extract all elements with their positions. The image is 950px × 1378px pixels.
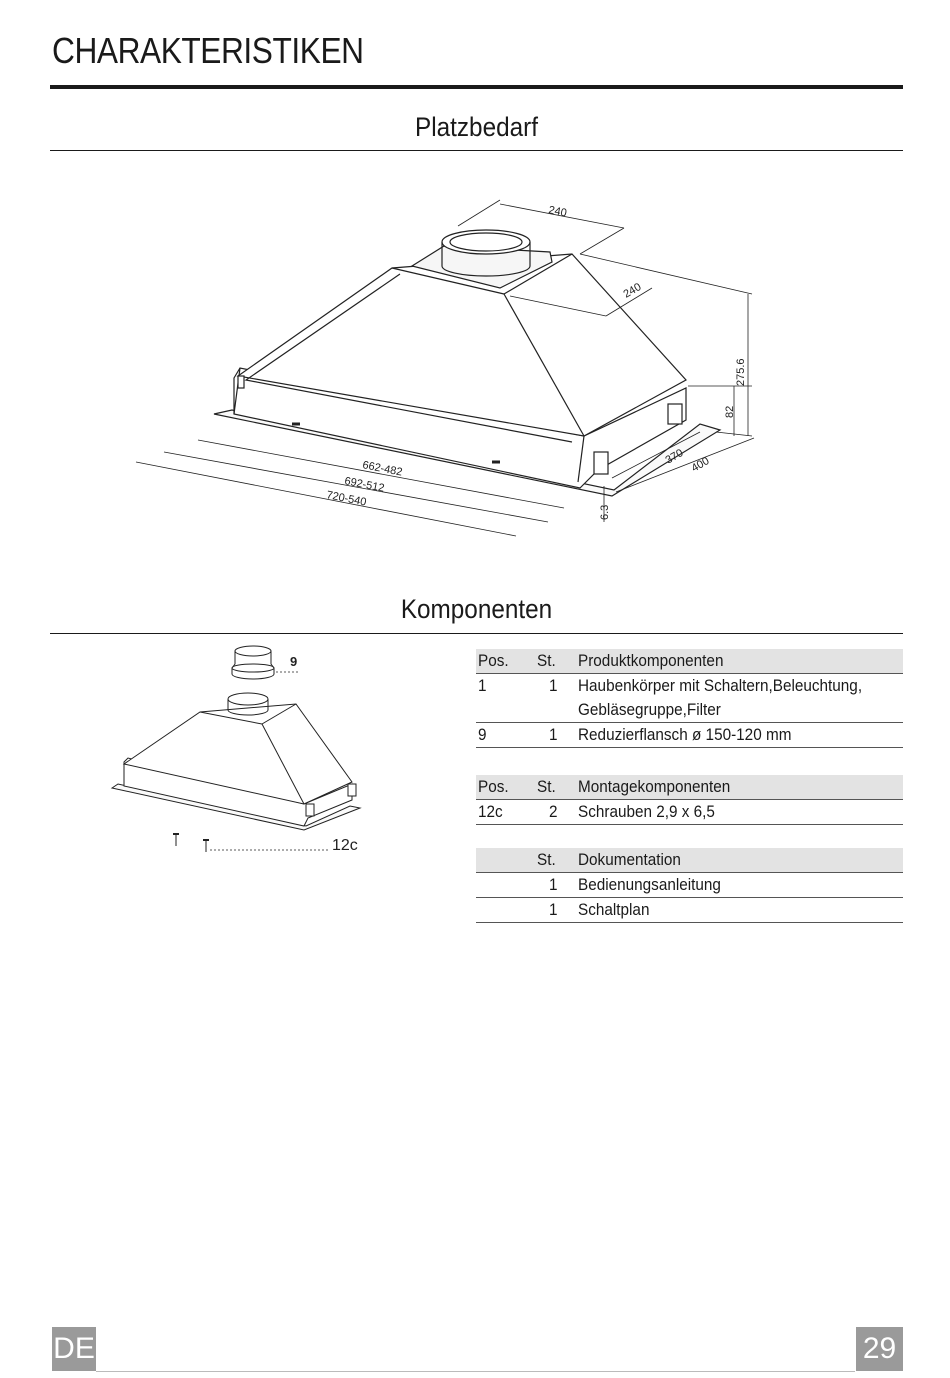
table-header-row xyxy=(476,649,903,674)
dim-width-1: 662-482 xyxy=(361,459,404,479)
documentation-table xyxy=(476,848,903,923)
table-row-continued xyxy=(476,698,903,723)
components-drawing xyxy=(100,640,420,860)
space-requirement-title: Platzbedarf xyxy=(415,112,538,142)
table-row xyxy=(476,800,903,825)
dim-width-3: 720-540 xyxy=(325,489,368,509)
mounting-components-table xyxy=(476,775,903,850)
header-qty: St. xyxy=(537,777,556,796)
cell-pos: 1 xyxy=(478,676,487,695)
dim-total-height: 275.6 xyxy=(735,358,747,386)
header-qty: St. xyxy=(537,651,556,670)
footer-rule xyxy=(96,1371,855,1372)
cell-desc: Bedienungsanleitung xyxy=(578,875,721,894)
cell-desc: Reduzierflansch ø 150-120 mm xyxy=(578,725,792,744)
header-pos: Pos. xyxy=(478,777,509,796)
language-badge: DE xyxy=(52,1327,96,1371)
reducer-flange-icon xyxy=(232,646,274,679)
table-row xyxy=(476,723,903,748)
screw-icon xyxy=(173,834,209,852)
cell-qty: 1 xyxy=(548,725,558,744)
table-spacer-row xyxy=(476,825,903,850)
title-rule xyxy=(50,85,903,89)
header-desc: Produktkomponenten xyxy=(578,651,724,670)
table-row xyxy=(476,674,903,699)
dim-outer-depth: 400 xyxy=(689,455,712,475)
cell-qty: 1 xyxy=(548,900,558,919)
dim-width-2: 692-512 xyxy=(343,475,386,495)
cell-desc-continued: Gebläsegruppe,Filter xyxy=(578,700,721,719)
page-title: CHARAKTERISTIKEN xyxy=(52,30,364,71)
product-components-table xyxy=(476,649,903,748)
dim-inner-depth: 370 xyxy=(663,447,686,467)
header-qty: St. xyxy=(537,850,556,869)
cell-desc: Schrauben 2,9 x 6,5 xyxy=(578,802,715,821)
dim-lower-height: 82 xyxy=(724,405,736,418)
cell-qty: 1 xyxy=(548,875,558,894)
label-reducer: 9 xyxy=(290,654,298,669)
cell-desc: Schaltplan xyxy=(578,900,650,919)
hood-dimension-drawing xyxy=(0,150,950,570)
cell-qty: 2 xyxy=(548,802,558,821)
cell-pos: 9 xyxy=(478,725,487,744)
cell-desc: Haubenkörper mit Schaltern,Beleuchtung, xyxy=(578,676,863,695)
dim-flange-thickness: 6.3 xyxy=(599,504,611,520)
dim-top-width: 240 xyxy=(547,204,568,220)
label-screws: 12c xyxy=(332,837,358,854)
cell-qty: 1 xyxy=(548,676,558,695)
hood-small-icon xyxy=(112,693,360,830)
header-desc: Dokumentation xyxy=(578,850,681,869)
components-title: Komponenten xyxy=(400,594,553,624)
header-pos: Pos. xyxy=(478,651,509,670)
table-header-row xyxy=(476,775,903,800)
table-row xyxy=(476,898,903,923)
header-desc: Montagekomponenten xyxy=(578,777,731,796)
cell-pos: 12c xyxy=(478,802,503,821)
table-header-row xyxy=(476,848,903,873)
components-rule xyxy=(50,633,903,634)
table-row xyxy=(476,873,903,898)
dim-top-depth: 240 xyxy=(621,281,644,301)
page-number: 29 xyxy=(856,1327,903,1371)
